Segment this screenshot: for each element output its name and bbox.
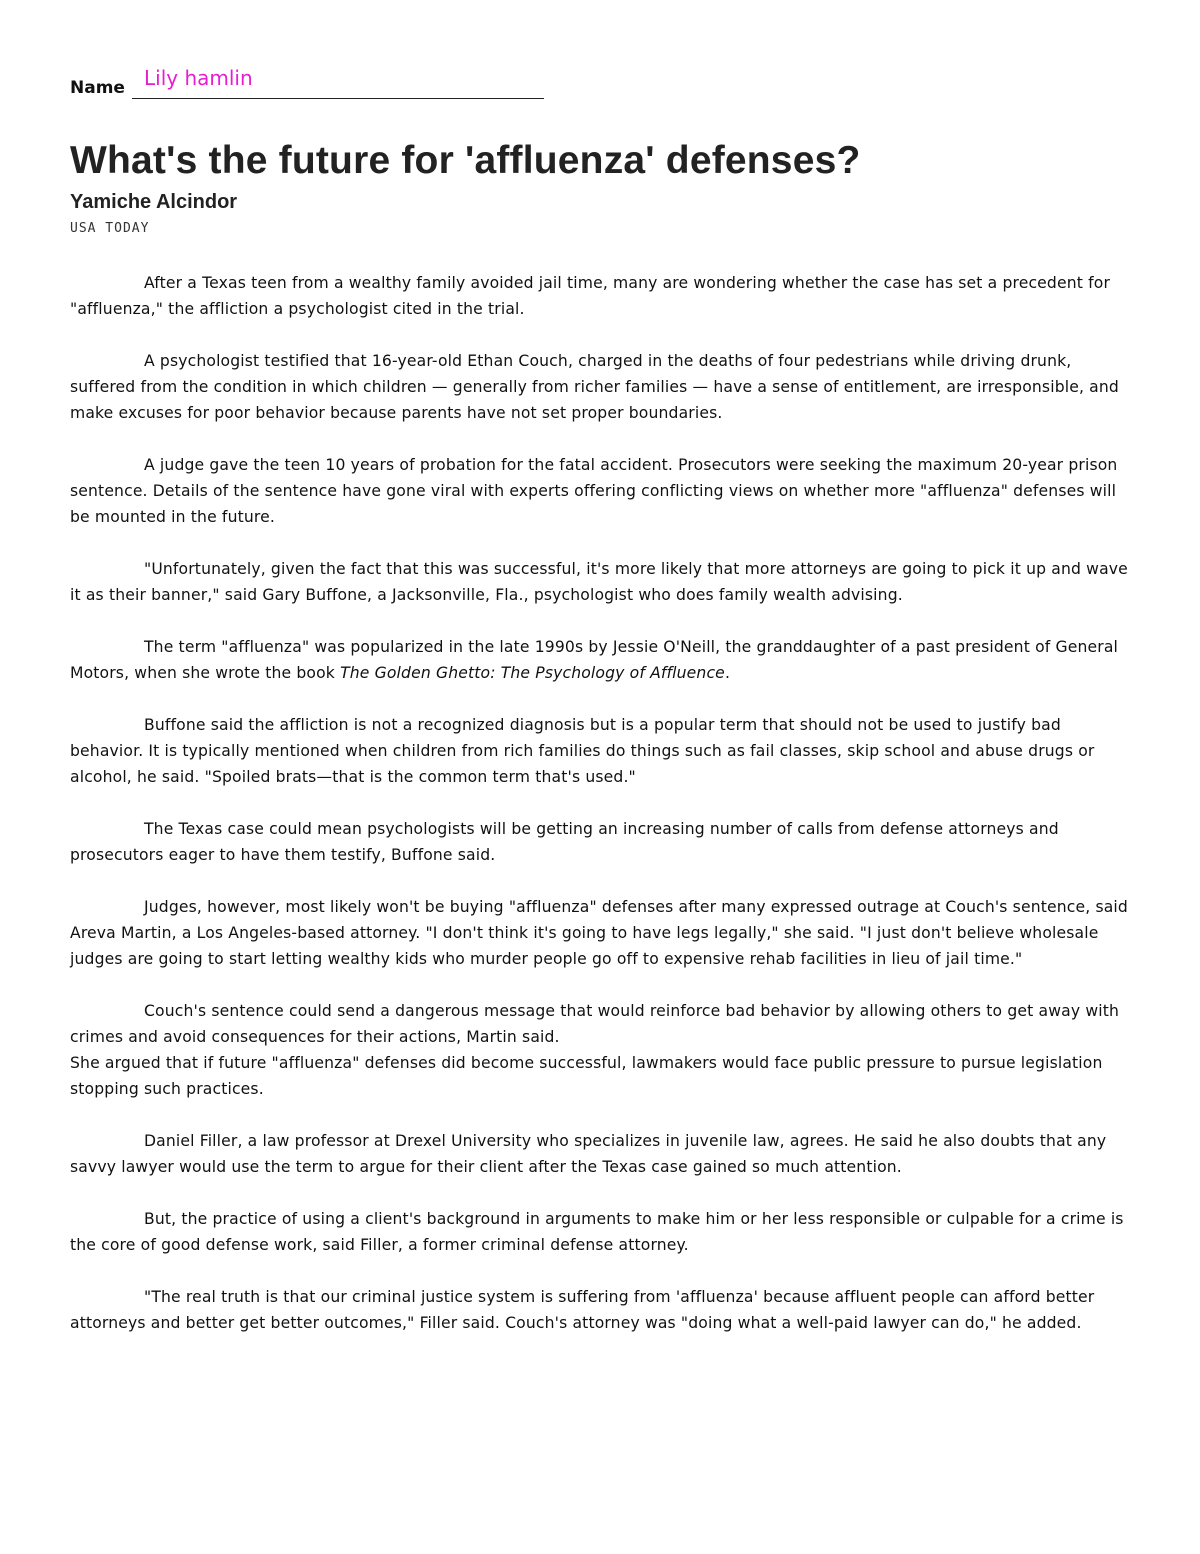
paragraph-5 xyxy=(70,634,1132,686)
paragraph-11: But, the practice of using a client's background in arguments to make him or her less responsible or culpable for a crime is the core of good defense work, said Filler, a former criminal defense attorney. xyxy=(70,1210,1124,1254)
article-source: USA TODAY xyxy=(70,221,150,236)
name-underline xyxy=(132,98,544,99)
name-value[interactable]: Lily hamlin xyxy=(144,66,253,90)
name-field[interactable] xyxy=(70,68,550,102)
paragraph-2: A psychologist testified that 16-year-old Ethan Couch, charged in the deaths of four pedestrians while driving drunk, suffered from the condition in which children — generally from richer families — have a sense of entitlement, are irresponsible, and make excuses for poor behavior because parents have not set proper boundaries. xyxy=(70,352,1119,422)
paragraph-8: Judges, however, most likely won't be buying "affluenza" defenses after many expressed outrage at Couch's sentence, said Areva Martin, a Los Angeles-based attorney. "I don't think it's going to have legs legally," she said. "I just don't believe wholesale judges are going to start letting wealthy kids who murder people go off to expensive rehab facilities in lieu of jail time." xyxy=(70,898,1128,968)
paragraph-5-text: The term "affluenza" was popularized in the late 1990s by Jessie O'Neill, the granddaughter of a past president of General Motors, when she wrote the book xyxy=(70,638,1119,682)
book-title: The Golden Ghetto: The Psychology of Affluence xyxy=(340,664,725,682)
name-label: Name xyxy=(70,78,125,98)
paragraph-10: Daniel Filler, a law professor at Drexel University who specializes in juvenile law, agrees. He said he also doubts that any savvy lawyer would use the term to argue for their client after the Texas case gained so much attention. xyxy=(70,1132,1107,1176)
paragraph-1: After a Texas teen from a wealthy family avoided jail time, many are wondering whether the case has set a precedent for "affluenza," the affliction a psychologist cited in the trial. xyxy=(70,274,1111,318)
paragraph-9: Couch's sentence could send a dangerous message that would reinforce bad behavior by allowing others to get away with crimes and avoid consequences for their actions, Martin said. xyxy=(70,1002,1119,1046)
article-title: What's the future for 'affluenza' defenses? xyxy=(70,139,861,182)
paragraph-9-continued: She argued that if future "affluenza" defenses did become successful, lawmakers would face public pressure to pursue legislation stopping such practices. xyxy=(70,1054,1103,1098)
article-author: Yamiche Alcindor xyxy=(70,191,238,213)
article-body xyxy=(70,270,1132,1362)
paragraph-3: A judge gave the teen 10 years of probation for the fatal accident. Prosecutors were seeking the maximum 20-year prison sentence. Details of the sentence have gone viral with experts offering conflicting views on whether more "affluenza" defenses will be mounted in the future. xyxy=(70,456,1118,526)
paragraph-5-end: . xyxy=(724,664,731,682)
paragraph-6: Buffone said the affliction is not a recognized diagnosis but is a popular term that should not be used to justify bad behavior. It is typically mentioned when children from rich families do things such as fail classes, skip school and abuse drugs or alcohol, he said. "Spoiled brats—that is the common term that's used." xyxy=(70,716,1095,786)
paragraph-12: "The real truth is that our criminal justice system is suffering from 'affluenza' because affluent people can afford better attorneys and better get better outcomes," Filler said. Couch's attorney was "doing what a well-paid lawyer can do," he added. xyxy=(70,1288,1095,1332)
paragraph-7: The Texas case could mean psychologists will be getting an increasing number of calls from defense attorneys and prosecutors eager to have them testify, Buffone said. xyxy=(70,820,1059,864)
paragraph-4: "Unfortunately, given the fact that this was successful, it's more likely that more attorneys are going to pick it up and wave it as their banner," said Gary Buffone, a Jacksonville, Fla., psychologist who does family wealth advising. xyxy=(70,560,1128,604)
